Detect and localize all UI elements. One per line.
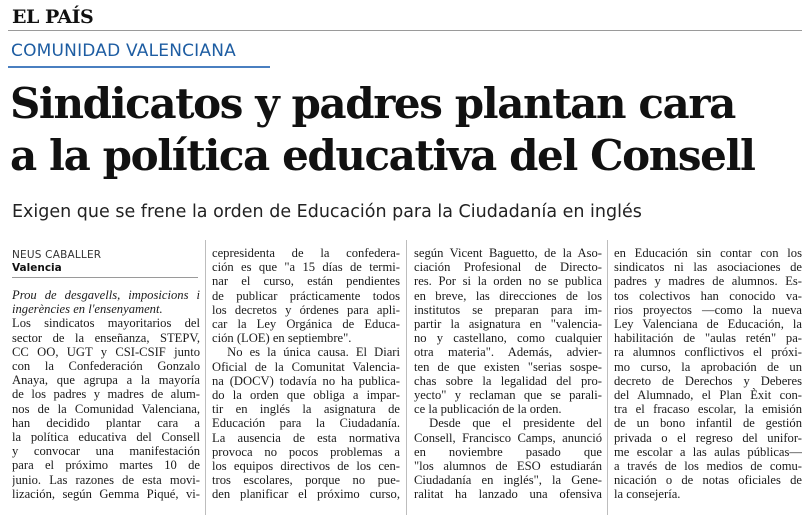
article-text-line: yecto" y reclaman que se parali- — [414, 388, 602, 403]
article-text-line: tos colectivos han conocido va- — [614, 288, 802, 303]
article-text-line: de un bono infantil de gestión — [614, 416, 802, 431]
headline — [10, 78, 802, 182]
article-column-3 — [414, 246, 602, 502]
article-text-line: ingerències en l'ensenyament. — [12, 302, 163, 317]
article-text-line: decreto de Derechos y Deberes — [614, 373, 802, 388]
column-divider — [406, 240, 407, 515]
article-text-line: sindicatos ni las asociaciones de — [614, 260, 802, 275]
article-text-line: los decretos y órdenes para apli- — [212, 302, 400, 317]
article-text-line: de los padres y madres de alum- — [12, 387, 200, 402]
article-text-line: nos de la Comunidad Valenciana, — [12, 401, 200, 416]
article-text-line: ten de que existen "serias sospe- — [414, 359, 602, 374]
article-text-line: cepresidenta de la confedera- — [212, 246, 400, 260]
article-text-line: institutos se preparan para im- — [414, 302, 602, 317]
article-column-4 — [614, 246, 802, 502]
top-divider — [8, 30, 802, 31]
article-text-line: mo curso, la aprobación de un — [614, 359, 802, 374]
article-text-line: "los alumnos de ESO estudiarán — [414, 459, 602, 474]
article-text-line: y convocar una manifestación — [12, 444, 200, 459]
article-text-line: Los sindicatos mayoritarios del — [12, 316, 200, 331]
headline-line: Sindicatos y padres plantan cara — [10, 79, 735, 128]
byline-author: NEUS CABALLER — [12, 249, 102, 261]
article-text-line: La ausencia de esta normativa — [212, 430, 400, 445]
article-text-line: nar el curso, están pendientes — [212, 274, 400, 289]
article-text-line: no y castellano, como cualquier — [414, 331, 602, 346]
article-column-2 — [212, 246, 400, 502]
section-underline — [8, 66, 270, 68]
article-text-line: tir en inglés la asignatura de — [212, 402, 400, 417]
article-text-line: ciación Profesional de Directo- — [414, 260, 602, 275]
article-text-line: Desde que el presidente del — [429, 416, 602, 431]
article-column-1 — [12, 288, 200, 501]
article-text-line: Ciudadanía en inglés", la Gene- — [414, 473, 602, 488]
byline — [12, 249, 198, 275]
article-text-line: provoca no pocos problemas a — [212, 444, 400, 459]
article-text-line: habilitación de "aulas retén" pa- — [614, 331, 802, 346]
article-text-line: rios proyectos —como la nueva — [614, 302, 802, 317]
byline-divider — [12, 277, 198, 278]
headline-line: a la política educativa del Consell — [10, 131, 755, 180]
article-text-line: res. Por si la orden no se publica — [414, 274, 602, 289]
section-label: COMUNIDAD VALENCIANA — [11, 41, 236, 61]
article-text-line: ra alumnos conflictivos el próxi- — [614, 345, 802, 360]
article-text-line: privada o el regreso del unifor- — [614, 430, 802, 445]
article-text-line: do la orden que obliga a impar- — [212, 388, 400, 403]
article-text-line: la política educativa del Consell — [12, 430, 200, 445]
article-text-line: en breve, las direcciones de los — [414, 288, 602, 303]
article-text-line: en noviembre pasado que — [414, 444, 602, 459]
article-text-line: lización, según Gemma Piqué, vi- — [12, 486, 200, 501]
article-text-line: ción (LOE) en septiembre". — [212, 331, 352, 346]
article-text-line: Prou de desgavells, imposicions i — [12, 288, 200, 302]
article-text-line: ce la publicación de la orden. — [414, 402, 562, 417]
article-text-line: han decidido plantar cara a — [12, 415, 200, 430]
article-text-line: del Alumnado, el Plan Èxit con- — [614, 388, 802, 403]
article-text-line: Ley Valenciana de Educación, la — [614, 317, 802, 332]
article-text-line: chas sobre la legalidad del pro- — [414, 373, 602, 388]
article-text-line: Oficial de la Comunitat Valencia- — [212, 359, 400, 374]
article-text-line: junio. Las razones de esta movi- — [12, 472, 200, 487]
article-text-line: para el próximo martes 10 de — [12, 458, 200, 473]
masthead-logo: EL PAÍS — [12, 6, 94, 28]
article-text-line: den planificar el próximo curso, — [212, 487, 400, 502]
article-text-line: Consell, Francisco Camps, anunció — [414, 430, 602, 445]
article-text-line: a través de los medios de comu- — [614, 459, 802, 474]
article-text-line: tros escolares, porque no pue- — [212, 473, 400, 488]
article-text-line: No es la única causa. El Diari — [227, 345, 400, 360]
article-text-line: nicación o de notas oficiales de — [614, 473, 802, 488]
column-divider — [607, 240, 608, 515]
article-text-line: ralitat ha lanzado una ofensiva — [414, 487, 602, 502]
article-text-line: de publicar prácticamente todos — [212, 288, 400, 303]
article-text-line: padres y madres de alumnos. Es- — [614, 274, 802, 289]
article-text-line: na (DOCV) todavía no ha publica- — [212, 373, 400, 388]
article-text-line: los equipos directivos de los cen- — [212, 459, 400, 474]
column-divider — [205, 240, 206, 515]
article-text-line: partir la asignatura en "valencia- — [414, 317, 602, 332]
article-text-line: Educación para la Ciudadanía. — [212, 416, 400, 431]
article-text-line: con la Confederación Gonzalo — [12, 359, 200, 374]
article-text-line: según Vicent Baguetto, de la Aso- — [414, 246, 602, 260]
subheadline: Exigen que se frene la orden de Educación para la Ciudadanía en inglés — [12, 202, 642, 222]
article-text-line: tra el fracaso escolar, la emisión — [614, 402, 802, 417]
article-text-line: en Educación sin contar con los — [614, 246, 802, 260]
article-text-line: sector de la enseñanza, STEPV, — [12, 330, 200, 345]
article-text-line: car la Ley Orgánica de Educa- — [212, 317, 400, 332]
article-text-line: Anaya, que agrupa a la mayoría — [12, 373, 200, 388]
article-text-line: la consejería. — [614, 487, 681, 502]
article-text-line: me escolar a las aulas públicas— — [614, 444, 802, 459]
byline-place: Valencia — [12, 262, 62, 274]
article-text-line: otra materia". Además, advier- — [414, 345, 602, 360]
article-text-line: ción es que "a 15 días de termi- — [212, 260, 400, 275]
article-text-line: CC OO, UGT y CSI-CSIF junto — [12, 344, 200, 359]
